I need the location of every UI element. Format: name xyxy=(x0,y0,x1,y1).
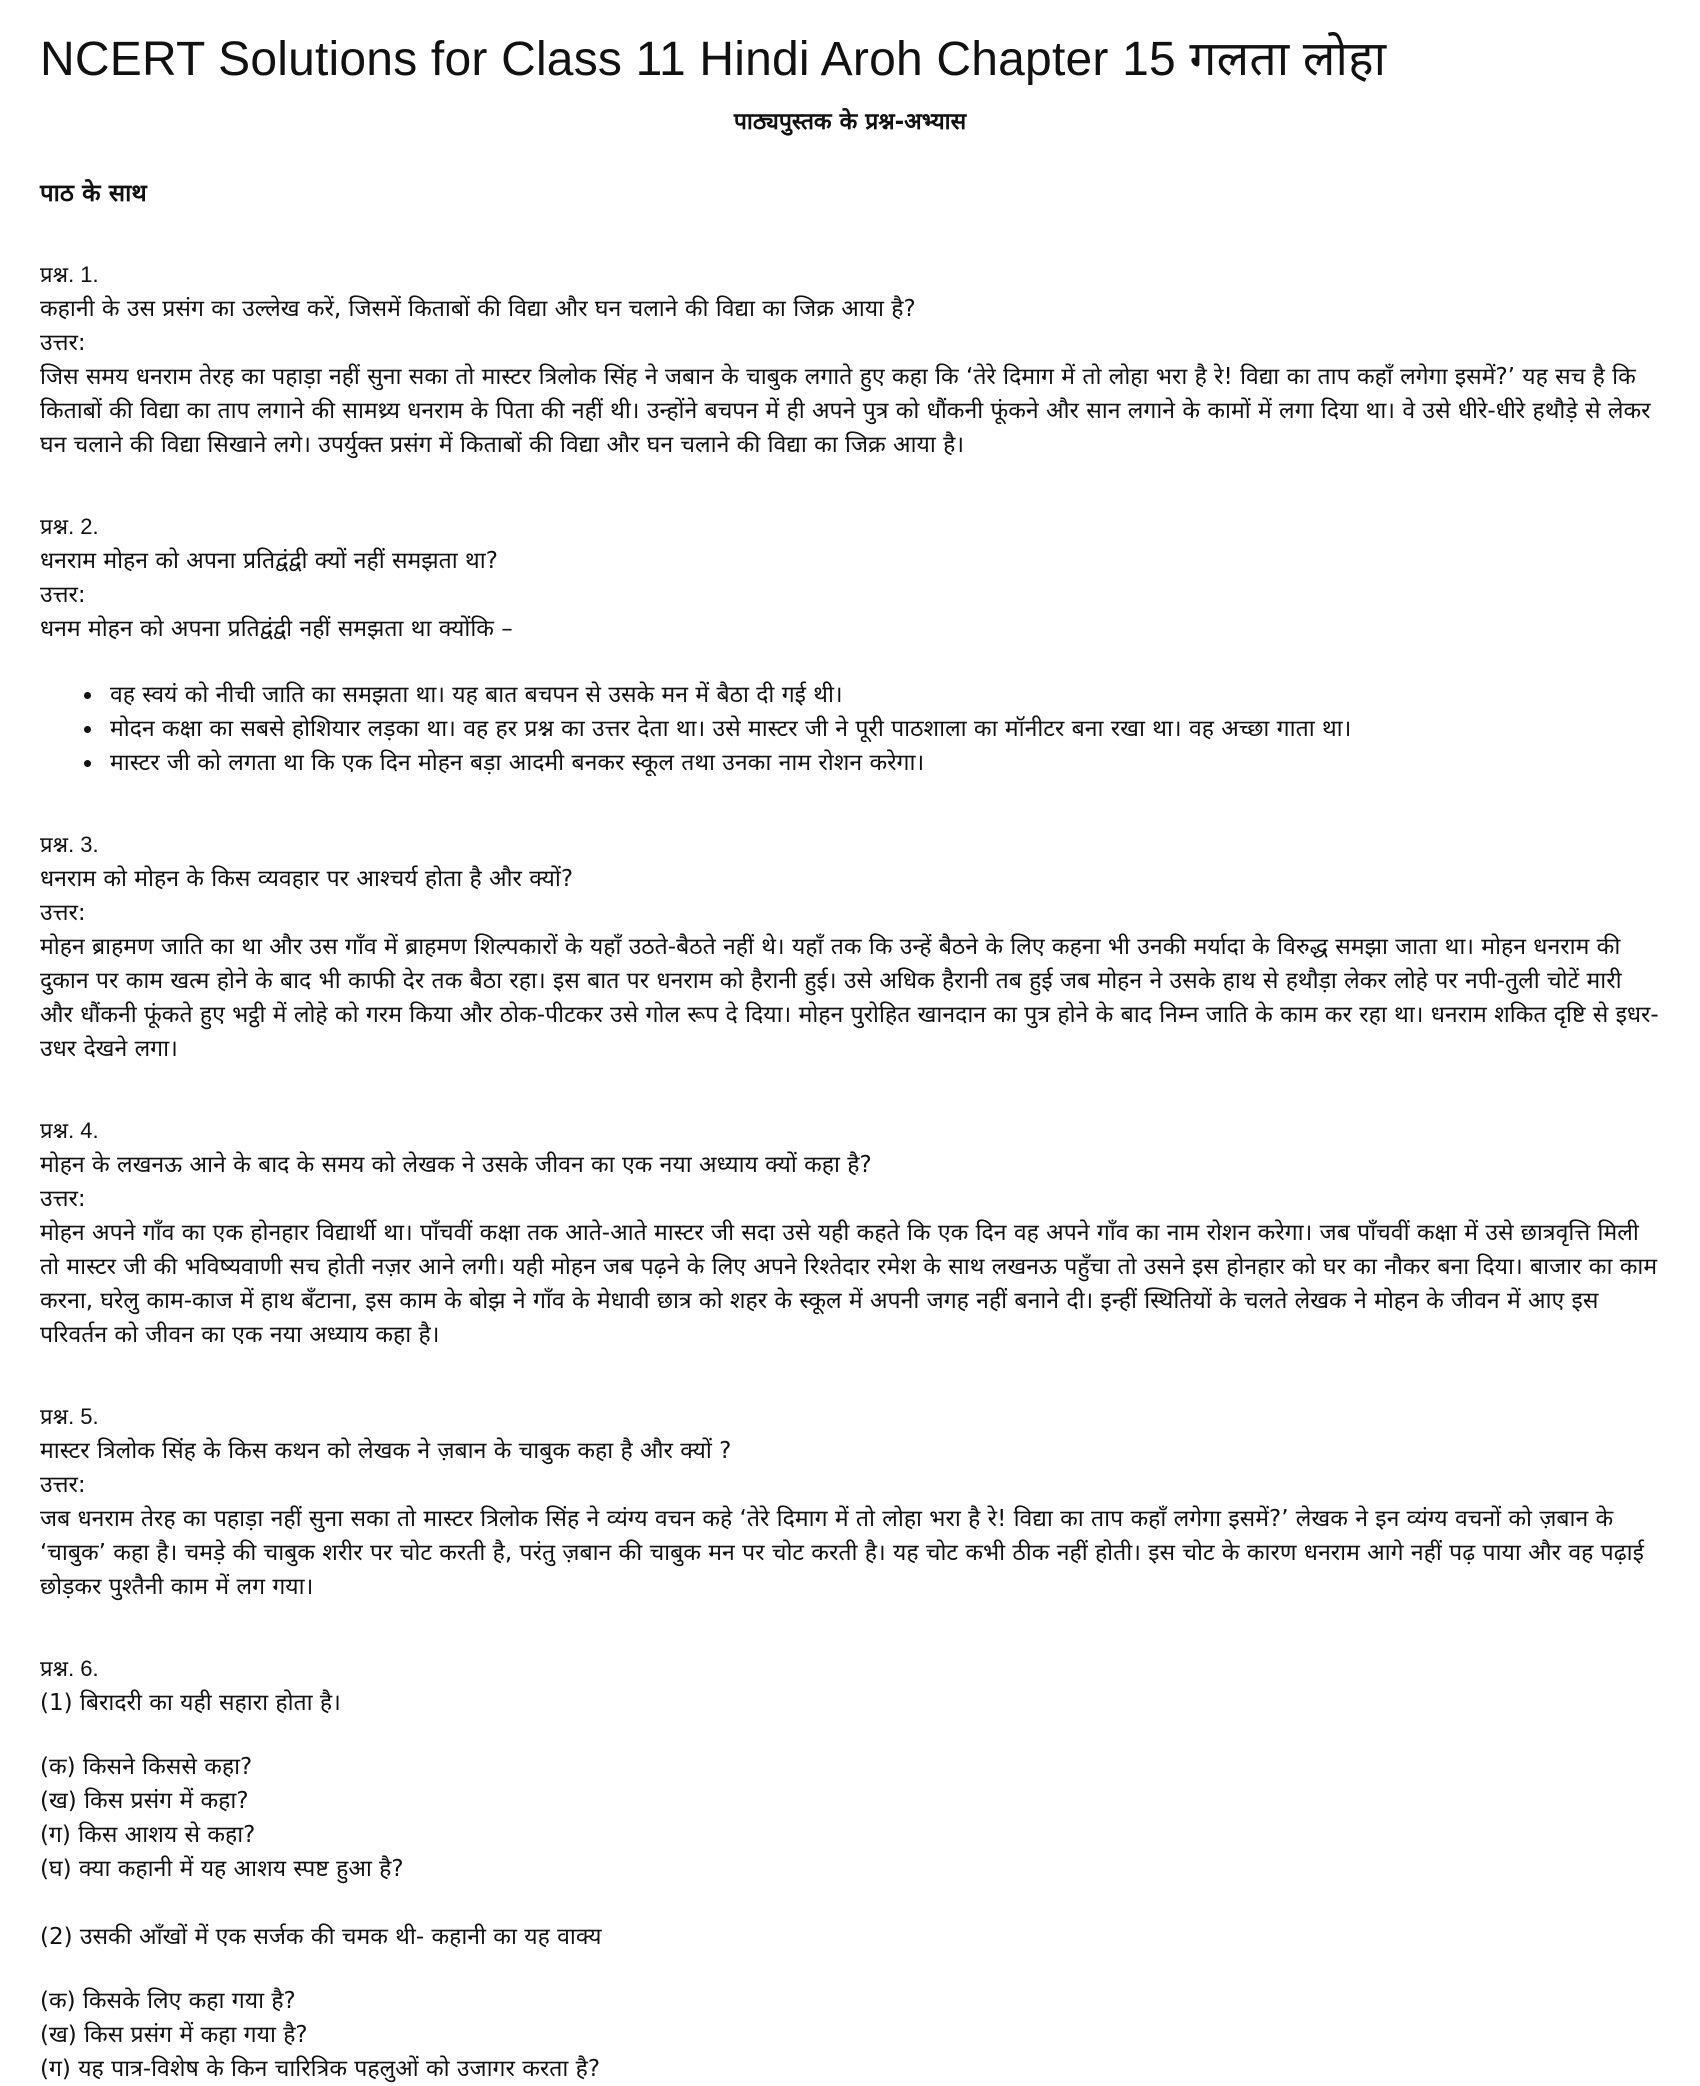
question-block-4 xyxy=(40,1114,1660,1352)
list-item: • मोदन कक्षा का सबसे होशियार लड़का था। वह हर प्रश्न का उत्तर देता था। उसे मास्टर जी ने पूरी पाठशाला का मॉनीटर बना रखा था। वह अच्छा गाता था। xyxy=(104,712,1660,746)
sub-question-1-options xyxy=(40,1750,1660,1886)
question-block-6 xyxy=(40,1652,1660,2086)
question-block-3 xyxy=(40,828,1660,1066)
page-title: NCERT Solutions for Class 11 Hindi Aroh Chapter 15 गलता लोहा xyxy=(40,33,1387,86)
question-number: प्रश्न. 5. xyxy=(40,1404,99,1429)
option-item: (ग) किस आशय से कहा? xyxy=(40,1822,256,1848)
answer-bullet-list xyxy=(40,678,1660,780)
sub-question-1: (1) बिरादरी का यही सहारा होता है। xyxy=(40,1690,341,1716)
answer-label: उत्तर: xyxy=(40,1472,86,1498)
option-item: (क) किसने किससे कहा? xyxy=(40,1754,253,1780)
option-item: (ग) यह पात्र-विशेष के किन चारित्रिक पहलुओं को उजागर करता है? xyxy=(40,2056,601,2082)
option-item: (ख) किस प्रसंग में कहा गया है? xyxy=(40,2022,308,2048)
section-heading: पाठ के साथ xyxy=(40,179,147,207)
question-text: मास्टर त्रिलोक सिंह के किस कथन को लेखक ने ज़बान के चाबुक कहा है और क्यों ? xyxy=(40,1438,732,1464)
answer-label: उत्तर: xyxy=(40,900,86,926)
option-item: (क) किसके लिए कहा गया है? xyxy=(40,1988,296,2014)
question-text: धनराम को मोहन के किस व्यवहार पर आश्चर्य होता है और क्यों? xyxy=(40,866,574,892)
question-block-1 xyxy=(40,258,1660,462)
option-item: (ख) किस प्रसंग में कहा? xyxy=(40,1788,249,1814)
question-block-5 xyxy=(40,1400,1660,1604)
list-item: • मास्टर जी को लगता था कि एक दिन मोहन बड़ा आदमी बनकर स्कूल तथा उनका नाम रोशन करेगा। xyxy=(104,746,1660,780)
answer-text: मोहन अपने गाँव का एक होनहार विद्यार्थी था। पाँचवीं कक्षा तक आते-आते मास्टर जी सदा उसे यही कहते कि एक दिन वह अपने गाँव का नाम रोशन करेगा। जब पाँचवीं कक्षा में उसे छात्रवृत्ति मिली तो मास्टर जी की भविष्यवाणी सच होती नज़र आने लगी। यही मोहन जब पढ़ने के लिए अपने रिश्तेदार रमेश के साथ लखनऊ पहुँचा तो उसने इस होनहार को घर का नौकर बना दिया। बाजार का काम करना, घरेलु काम-काज में हाथ बँटाना, इस काम के बोझ ने गाँव के मेधावी छात्र को शहर के स्कूल में अपनी जगह नहीं बनाने दी। इन्हीं स्थितियों के चलते लेखक ने मोहन के जीवन में आए इस परिवर्तन को जीवन का एक नया अध्याय कहा है। xyxy=(40,1220,1658,1348)
question-text: कहानी के उस प्रसंग का उल्लेख करें, जिसमें किताबों की विद्या और घन चलाने की विद्या का जिक्र आया है? xyxy=(40,296,916,322)
answer-text: मोहन ब्राहमण जाति का था और उस गाँव में ब्राहमण शिल्पकारों के यहाँ उठते-बैठते नहीं थे। यहाँ तक कि उन्हें बैठने के लिए कहना भी उनकी मर्यादा के विरुद्ध समझा जाता था। मोहन धनराम की दुकान पर काम खत्म होने के बाद भी काफी देर तक बैठा रहा। इस बात पर धनराम को हैरानी हुई। उसे अधिक हैरानी तब हुई जब मोहन ने उसके हाथ से हथौड़ा लेकर लोहे पर नपी-तुली चोटें मारी और धौंकनी फूंकते हुए भट्ठी में लोहे को गरम किया और ठोक-पीटकर उसे गोल रूप दे दिया। मोहन पुरोहित खानदान का पुत्र होने के बाद निम्न जाति के काम कर रहा था। धनराम शकित दृष्टि से इधर-उधर देखने लगा। xyxy=(40,934,1659,1062)
page-subtitle: पाठ्यपुस्तक के प्रश्न-अभ्यास xyxy=(733,109,967,135)
question-number: प्रश्न. 1. xyxy=(40,262,99,287)
question-number: प्रश्न. 3. xyxy=(40,832,99,857)
question-number: प्रश्न. 4. xyxy=(40,1118,99,1143)
question-number: प्रश्न. 2. xyxy=(40,514,99,539)
question-text: मोहन के लखनऊ आने के बाद के समय को लेखक ने उसके जीवन का एक नया अध्याय क्यों कहा है? xyxy=(40,1152,872,1178)
answer-text: धनम मोहन को अपना प्रतिद्वंद्वी नहीं समझता था क्योंकि – xyxy=(40,616,513,642)
answer-text: जब धनराम तेरह का पहाड़ा नहीं सुना सका तो मास्टर त्रिलोक सिंह ने व्यंग्य वचन कहे ‘तेरे दिमाग में तो लोहा भरा है रे! विद्या का ताप कहाँ लगेगा इसमें?’ लेखक ने इन व्यंग्य वचनों को ज़बान के ‘चाबुक’ कहा है। चमड़े की चाबुक शरीर पर चोट करती है, परंतु ज़बान की चाबुक मन पर चोट करती है। यह चोट कभी ठीक नहीं होती। इस चोट के कारण धनराम आगे नहीं पढ़ पाया और वह पढ़ाई छोड़कर पुश्तैनी काम में लग गया। xyxy=(40,1506,1644,1600)
question-block-2 xyxy=(40,510,1660,780)
question-number: प्रश्न. 6. xyxy=(40,1656,99,1681)
answer-label: उत्तर: xyxy=(40,1186,86,1212)
answer-label: उत्तर: xyxy=(40,582,86,608)
list-item: • वह स्वयं को नीची जाति का समझता था। यह बात बचपन से उसके मन में बैठा दी गई थी। xyxy=(104,678,1660,712)
answer-text: जिस समय धनराम तेरह का पहाड़ा नहीं सुना सका तो मास्टर त्रिलोक सिंह ने जबान के चाबुक लगाते हुए कहा कि ‘तेरे दिमाग में तो लोहा भरा है रे! विद्या का ताप कहाँ लगेगा इसमें?’ यह सच है कि किताबों की विद्या का ताप लगाने की सामथ्र्य धनराम के पिता की नहीं थी। उन्होंने बचपन में ही अपने पुत्र को धौंकनी फूंकने और सान लगाने के कामों में लगा दिया था। वे उसे धीरे-धीरे हथौड़े से लेकर घन चलाने की विद्या सिखाने लगे। उपर्युक्त प्रसंग में किताबों की विद्या और घन चलाने की विद्या का जिक्र आया है। xyxy=(40,364,1651,458)
sub-question-2: (2) उसकी आँखों में एक सर्जक की चमक थी- कहानी का यह वाक्य xyxy=(40,1924,602,1950)
option-item: (घ) क्या कहानी में यह आशय स्पष्ट हुआ है? xyxy=(40,1856,404,1882)
question-text: धनराम मोहन को अपना प्रतिद्वंद्वी क्यों नहीं समझता था? xyxy=(40,548,498,574)
sub-question-2-options xyxy=(40,1984,1660,2086)
answer-label: उत्तर: xyxy=(40,330,86,356)
